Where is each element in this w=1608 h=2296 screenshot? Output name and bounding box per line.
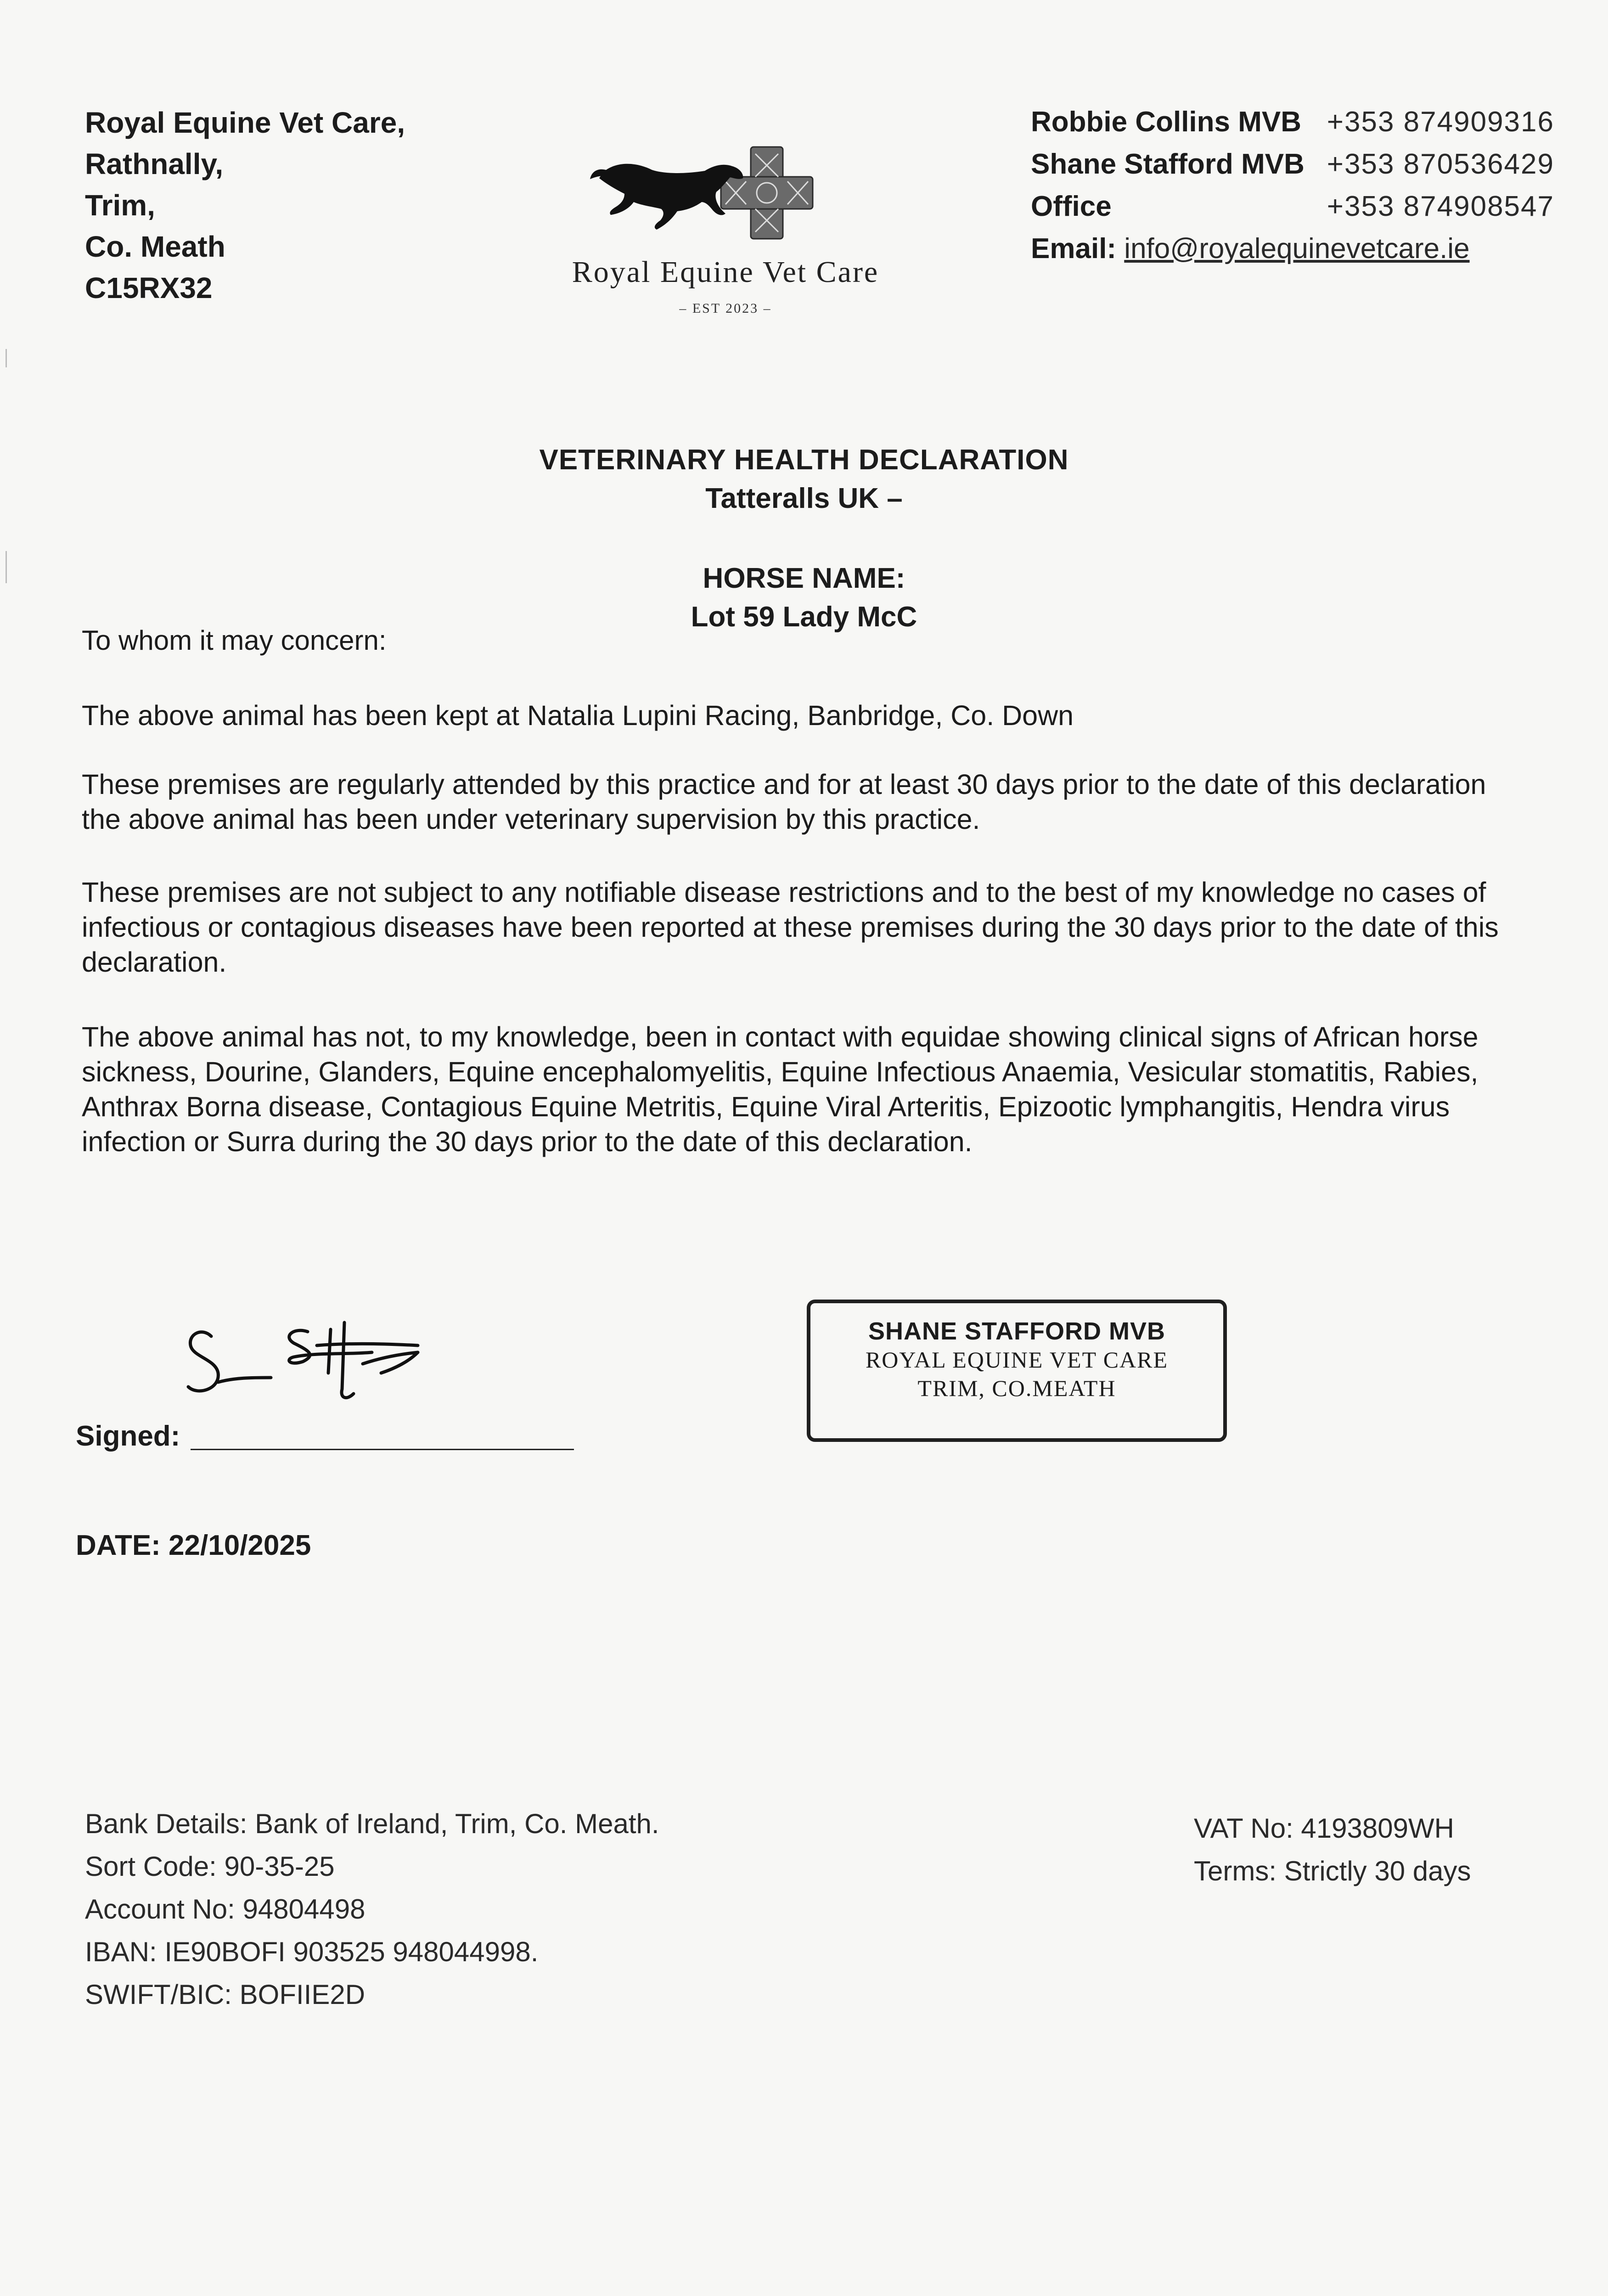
bank-line: IBAN: IE90BOFI 903525 948044998. [85, 1936, 539, 1967]
page-subtitle: Tatteralls UK – [705, 483, 903, 514]
logo-title: Royal Equine Vet Care [572, 255, 879, 289]
address-line: Co. Meath [85, 230, 225, 263]
address-line: Rathnally, [85, 147, 224, 180]
stamp-vet-name: SHANE STAFFORD MVB [868, 1317, 1165, 1345]
stamp-practice: ROYAL EQUINE VET CARE [865, 1347, 1169, 1373]
practice-logo [505, 138, 946, 331]
salutation: To whom it may concern: [82, 625, 387, 656]
vat-line: VAT No: 4193809WH [1194, 1813, 1454, 1844]
paragraph: The above animal has not, to my knowledge, been in contact with equidae showing clinical signs of African horse sickness, Dourine, Glanders, Equine encephalomyelitis, Equine Infectious Anaemia, Vesicular stomatitis, Rabies, Anthrax Borna disease, Contagious Equine Metritis, Equine Viral Arteritis, Epizootic lymphangitis, Hendra virus infection or Surra during the 30 days prior to the date of this declaration. [82, 1021, 1479, 1157]
declaration-date: DATE: 22/10/2025 [76, 1530, 311, 1561]
bank-line: SWIFT/BIC: BOFIIE2D [85, 1979, 365, 2010]
contact-details [1031, 101, 1582, 270]
declaration-title-block [0, 441, 1608, 636]
horse-name-value: Lot 59 Lady McC [691, 601, 917, 633]
paragraph: These premises are regularly attended by this practice and for at least 30 days prior to the date of this declaration the above animal has been under veterinary supervision by this practice. [82, 769, 1486, 835]
bank-details [85, 1802, 659, 2016]
address-line: Trim, [85, 189, 155, 222]
contact-phone: +353 874909316 [1327, 106, 1554, 138]
practice-stamp [807, 1300, 1227, 1442]
bank-line: Bank Details: Bank of Ireland, Trim, Co. Meath. [85, 1808, 659, 1839]
contact-name: Robbie Collins MVB [1031, 106, 1301, 138]
scan-mark [6, 349, 7, 367]
bank-line: Sort Code: 90-35-25 [85, 1851, 335, 1882]
contact-row [1031, 101, 1582, 143]
signed-label: Signed: [76, 1420, 180, 1452]
page-title: VETERINARY HEALTH DECLARATION [539, 444, 1069, 476]
bank-line: Account No: 94804498 [85, 1894, 365, 1925]
email-link[interactable]: info@royalequinevetcare.ie [1124, 233, 1470, 264]
email-label: Email: [1031, 233, 1117, 264]
horse-name-label: HORSE NAME: [703, 563, 905, 594]
address-line: C15RX32 [85, 271, 213, 304]
vat-details [1194, 1807, 1471, 1892]
stamp-location: TRIM, CO.MEATH [917, 1375, 1116, 1401]
paragraph: The above animal has been kept at Natalia Lupini Racing, Banbridge, Co. Down [82, 700, 1074, 731]
contact-phone: +353 874908547 [1327, 191, 1554, 222]
address-line: Royal Equine Vet Care, [85, 106, 405, 139]
contact-row [1031, 186, 1582, 228]
practice-address [85, 102, 405, 309]
horse-celtic-cross-icon [588, 138, 863, 248]
contact-name: Office [1031, 191, 1112, 222]
signature-line [191, 1449, 574, 1450]
vat-line: Terms: Strictly 30 days [1194, 1856, 1471, 1886]
paragraph: These premises are not subject to any notifiable disease restrictions and to the best of my knowledge no cases of infectious or contagious diseases have been reported at these premises during the 30 days prior to the date of this declaration. [82, 877, 1499, 978]
handwritten-signature [179, 1309, 583, 1437]
email-row [1031, 228, 1582, 270]
contact-phone: +353 870536429 [1327, 148, 1554, 180]
contact-row [1031, 143, 1582, 186]
contact-name: Shane Stafford MVB [1031, 148, 1304, 180]
logo-established: – EST 2023 – [679, 301, 772, 316]
